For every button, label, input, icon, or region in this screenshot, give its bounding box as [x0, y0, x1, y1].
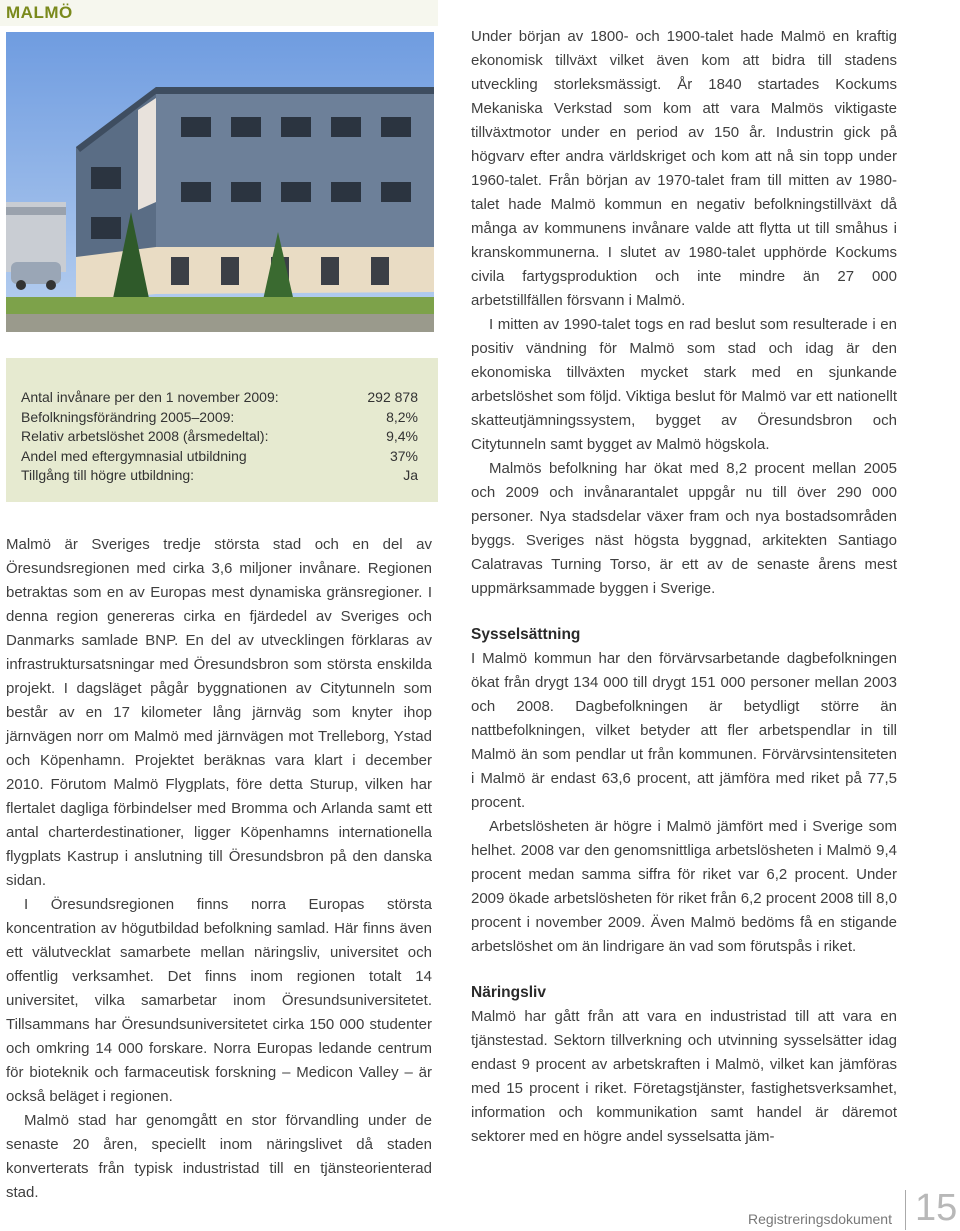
facts-box — [6, 358, 438, 502]
fact-row-higher-education-share — [21, 447, 418, 467]
fact-value: 9,4% — [386, 428, 418, 444]
paragraph: Arbetslösheten är högre i Malmö jämfört med i Sverige som helhet. 2008 var den genomsnittliga arbetslösheten i Malmö 9,4 procent medan samma siffra för riket var 6,2 procent. Under 2009 ökade arbetslösheten för riket från 6,2 procent 2008 till 8,0 procent i november 2009. Även Malmö bedöms få en stigande arbetslöshet om än lindrigare än vad som förutspås i riket. — [471, 818, 897, 955]
paragraph: Malmös befolkning har ökat med 8,2 procent mellan 2005 och 2009 och invånarantalet uppgår nu till över 290 000 personer. Nya stadsdelar växer fram och nya bostadsområden byggs. Sveriges näst högsta byggnad, arkitekten Santiago Calatravas Turning Torso, är ett av de senaste årens mest uppmärksammade byggen i Sverige. — [471, 460, 897, 597]
page-number: 15 — [915, 1187, 958, 1229]
fact-label: Relativ arbetslöshet 2008 (årsmedeltal): — [21, 428, 269, 444]
right-text-column — [471, 25, 897, 1149]
heading-sysselsattning: Sysselsättning — [471, 626, 581, 643]
paragraph: Malmö stad har genomgått en stor förvandling under de senaste 20 åren, speciellt inom näringslivet då staden konverterats från typisk industristad till en tjänsteorienterad stad. — [6, 1112, 432, 1201]
fact-label: Tillgång till högre utbildning: — [21, 467, 195, 483]
left-text-column — [6, 533, 432, 1205]
fact-value: Ja — [403, 467, 418, 483]
paragraph: I mitten av 1990-talet togs en rad beslut som resulterade i en positiv vändning för Malmö som stad och idag är den ekonomiska tillväxten mycket stark med en sjunkande arbetslöshet som följd. Viktiga beslut för Malmö var ett nationellt skatteutjämningssystem, bygget av Öresundsbron och Citytunneln samt bygget av Malmö högskola. — [471, 316, 897, 453]
fact-row-population — [21, 388, 418, 408]
footer-divider — [905, 1190, 906, 1230]
fact-value: 8,2% — [386, 408, 418, 425]
fact-value: 37% — [389, 447, 418, 464]
fact-label: Antal invånare per den 1 november 2009: — [21, 389, 279, 405]
footer-label: Registreringsdokument — [748, 1211, 892, 1227]
paragraph: Under början av 1800- och 1900-talet hade Malmö en kraftig ekonomisk tillväxt vilket även kom att bidra till stadens utveckling storleksmässigt. År 1840 startades Kockums Mekaniska Verkstad som kom att vara Malmös viktigaste tillväxtmotor under en period av 150 år. Industrin gick på högvarv efter andra världskriget och kom att nå sin topp under 1960-talet. Från början av 1970-talet fram till mitten av 1980-talet hade Malmö kommun en negativ befolkningstillväxt då många av kommunens invånare valde att flytta ut till småhus i kranskommunerna. I slutet av 1980-talet upphörde Kockums civila fartygsproduktion och inte mindre än 27 000 arbetstillfällen försvann i Malmö. — [471, 28, 897, 309]
fact-row-population-change — [21, 408, 418, 428]
fact-row-higher-education-access — [21, 466, 418, 486]
paragraph: Malmö har gått från att vara en industristad till att vara en tjänstestad. Sektorn tillverkning och utvinning sysselsätter idag endast 9 procent av arbetskraften i Malmö, vilket kan jämföras med 15 procent i riket. Företagstjänster, fastighetsverksamhet, information och kommunikation samt handel är däremot sektorer med en högre andel sysselsatta jäm- — [471, 1008, 897, 1145]
fact-label: Befolkningsförändring 2005–2009: — [21, 408, 235, 425]
fact-label: Andel med eftergymnasial utbildning — [21, 447, 247, 464]
building-photo — [6, 32, 434, 332]
fact-row-unemployment — [21, 427, 418, 447]
paragraph: Malmö är Sveriges tredje största stad och en del av Öresundsregionen med cirka 3,6 miljoner invånare. Regionen betraktas som en av Europas mest dynamiska gränsregioner. I denna region genereras cirka en fjärdedel av Sveriges och Danmarks samlade BNP. En del av utvecklingen förklaras av infrastruktursatsningar med Öresundsbron som största enskilda projekt. I dagsläget pågår byggnationen av Citytunneln som består av en 17 kilometer lång järnväg som knyter ihop järnvägen norr om Malmö med järnvägen mot Trelleborg, Ystad och Köpenhamn. Projektet beräknas vara klart i december 2010. Förutom Malmö Flygplats, före detta Sturup, vilken har flertalet dagliga förbindelser med Bromma och Arlanda samt ett antal charterdestinationer, ligger Köpenhamns internationella flygplats Kastrup i anslutning till Öresundsbron på den danska sidan. — [6, 536, 432, 889]
paragraph: I Öresundsregionen finns norra Europas största koncentration av högutbildad befolkning samlad. Här finns även ett välutvecklat samarbete mellan näringsliv, universitet och offentlig verksamhet. Det finns inom regionen totalt 14 universitet, vilka samarbetar inom Öresundsuniversitetet. Tillsammans har Öresundsuniversitetet cirka 150 000 studenter och omkring 14 000 forskare. Norra Europas ledande centrum för bioteknik och farmaceutisk forskning – Medicon Valley – är också beläget i regionen. — [6, 896, 432, 1105]
heading-naringsliv: Näringsliv — [471, 984, 546, 1001]
section-title: MALMÖ — [6, 3, 73, 22]
fact-value: 292 878 — [367, 389, 418, 405]
paragraph: I Malmö kommun har den förvärvsarbetande dagbefolkningen ökat från drygt 134 000 till drygt 151 000 personer mellan 2003 och 2008. Dagbefolkningen är betydligt större än nattbefolkningen, vilket betyder att fler arbetspendlar in till Malmö än som pendlar ut från kommunen. Förvärvsintensiteten i Malmö är endast 63,6 procent, att jämföra med riket på 77,5 procent. — [471, 650, 897, 811]
